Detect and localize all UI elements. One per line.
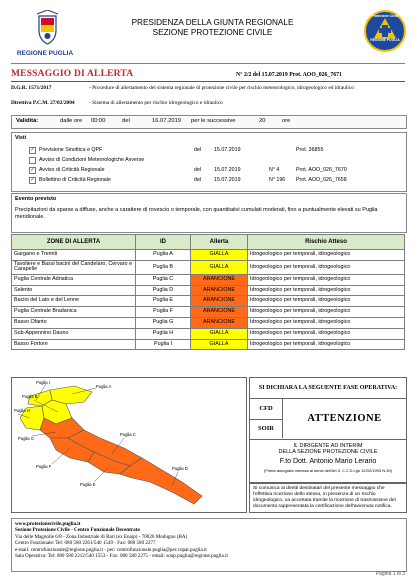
map-label-i: Puglia I	[36, 380, 50, 385]
page-number: Pagina 1 di 3	[375, 571, 405, 577]
reference-dgr	[11, 85, 405, 99]
page-title	[95, 18, 330, 37]
visti-name: Bollettino di Criticità Regionale	[39, 177, 111, 183]
visti-date: 15.07.2019	[214, 147, 241, 153]
zone-risk: Idrogeologico per temporali, idrogeologico	[248, 328, 405, 339]
visti-row	[12, 177, 406, 185]
validity-hour: 00:00	[91, 118, 106, 124]
zone-name: Puglia Centrale Bradanica	[12, 307, 136, 318]
zone-id: Puglia A	[136, 250, 191, 261]
col-header-id: ID	[136, 235, 191, 250]
validity-label: Validità:	[16, 118, 39, 124]
zone-d-shape	[120, 458, 202, 504]
footer-email[interactable]: e-mail: centrofunzionale@regione.puglia.it - pec: centrofunzionale.puglia@pec.rupar.puglia.it	[15, 546, 207, 553]
ref-text: - Procedure di allertamento del sistema regionale di protezione civile per rischio meteorologico, idrogeologico ed idraulico	[89, 85, 354, 91]
visti-date: 15.07.2019	[214, 177, 241, 183]
visti-prot: Prot. AOO_026_7670	[296, 167, 347, 173]
zone-row	[12, 250, 405, 261]
visti-section	[11, 132, 407, 192]
validity-from: dalle ore	[60, 118, 83, 124]
map-label-a: Puglia A	[96, 384, 112, 389]
alert-level-badge: GIALLA	[191, 260, 248, 274]
header-divider	[11, 63, 405, 64]
phase-box	[249, 398, 407, 440]
zones-table	[11, 234, 405, 350]
checkbox	[29, 157, 36, 164]
puglia-map-svg	[12, 378, 246, 512]
zone-name: Bacini del Lato e del Lenne	[12, 296, 136, 307]
message-number: N° 2/2 del 15.07.2019 Prot. AOO_026_7671	[236, 72, 342, 78]
visti-row	[12, 147, 406, 155]
alert-level-badge: ARANCIONE	[191, 285, 248, 296]
col-header-zone: ZONE DI ALLERTA	[12, 235, 136, 250]
footer-website[interactable]: www.protezionecivile.puglia.it	[15, 521, 81, 527]
zone-id: Puglia D	[136, 285, 191, 296]
zone-name: Basso Fortore	[12, 339, 136, 350]
validity-ore: ore	[282, 118, 291, 124]
map-label-f: Puglia F	[36, 464, 52, 469]
validity-del: del	[122, 118, 130, 124]
message-title: MESSAGGIO DI ALLERTA	[11, 69, 134, 79]
zone-name: Puglia Centrale Adriatica	[12, 274, 136, 285]
signature-block	[249, 439, 407, 483]
signature-note: (Firma autografa omessa ai sensi dell'Art.3, C.2 D.Lgs 12/02/1993 N.39)	[264, 468, 392, 473]
zone-risk: Idrogeologico per temporali, idrogeologico	[248, 317, 405, 328]
zone-id: Puglia E	[136, 296, 191, 307]
zones-header-row	[12, 235, 405, 250]
region-label: REGIONE PUGLIA	[16, 50, 74, 57]
evento-text: Precipitazioni da sparse a diffuse, anche a carattere di rovescio o temporale, con quantitativi cumulati moderati, fino a puntualmente elevati su Puglia meridionale.	[15, 207, 378, 220]
phase-cfd-label: CFD	[250, 399, 283, 420]
visti-del: del	[194, 167, 202, 173]
footer-office: Sezione Protezione Civile - Centro Funzionale Decentrato	[15, 527, 140, 534]
zone-id: Puglia I	[136, 339, 191, 350]
footer	[11, 518, 407, 572]
alert-level-badge: ARANCIONE	[191, 274, 248, 285]
alert-level-badge: GIALLA	[191, 339, 248, 350]
visti-num: N° 196	[269, 177, 286, 183]
validity-bar	[11, 115, 407, 129]
zone-name: Basso Ofanto	[12, 317, 136, 328]
visti-date: 15.07.2019	[214, 167, 241, 173]
map-label-h: Puglia H	[14, 408, 30, 413]
ref-text: - Sistema di allertamento per rischio idrogeologico e idraulico	[89, 100, 223, 106]
alert-level-badge: ARANCIONE	[191, 307, 248, 318]
zone-id: Puglia G	[136, 317, 191, 328]
alert-level-badge: GIALLA	[191, 250, 248, 261]
alert-zones-map	[11, 377, 247, 513]
zone-row	[12, 260, 405, 274]
evento-section	[11, 193, 407, 233]
map-label-g: Puglia G	[18, 436, 35, 441]
col-header-risk: Rischio Atteso	[248, 235, 405, 250]
zone-row	[12, 274, 405, 285]
disclaimer-box	[249, 483, 407, 513]
zone-risk: Idrogeologico per temporali, idrogeologico	[248, 339, 405, 350]
zones-body	[12, 250, 405, 350]
map-label-c: Puglia C	[120, 432, 136, 437]
alert-level-badge: GIALLA	[191, 328, 248, 339]
zone-name: Tavoliere e Bassi bacini del Candelaro, Cervaro e Carapelle	[12, 260, 136, 274]
checkbox: ✓	[30, 167, 35, 173]
zone-row	[12, 307, 405, 318]
reference-direttiva	[11, 100, 405, 108]
visti-row	[12, 167, 406, 175]
visti-name: Avviso di Condizioni Meteorologiche Avverse	[39, 157, 145, 163]
visti-title: Visti	[15, 135, 27, 141]
footer-address: Via delle Magnolie 6/8 - Zona Industriale di Bari (ex Enaip) - 70026 Modugno (BA)	[15, 533, 188, 540]
checkbox: ✓	[30, 147, 35, 153]
zone-risk: Idrogeologico per temporali, idrogeologico	[248, 307, 405, 318]
visti-name: Avviso di Criticità Regionale	[39, 167, 105, 173]
map-label-e: Puglia E	[80, 482, 96, 487]
zone-row	[12, 296, 405, 307]
footer-phone-cfd: Centro Funzionale: Tel: 080 580 2261/540 1549 - Fax: 080 580 2277	[15, 540, 156, 547]
zone-name: Sub-Appennino Dauno	[12, 328, 136, 339]
zone-row	[12, 285, 405, 296]
badge-bottom-text: REGIONE PUGLIA	[370, 38, 400, 42]
zone-risk: Idrogeologico per temporali, idrogeologico	[248, 250, 405, 261]
phase-value: ATTENZIONE	[307, 413, 382, 424]
alert-level-badge: ARANCIONE	[191, 296, 248, 307]
visti-prot: Prot. 36855	[296, 147, 324, 153]
map-label-d: Puglia D	[172, 466, 188, 471]
zone-row	[12, 328, 405, 339]
validity-date: 16.07.2019	[152, 118, 182, 124]
visti-del: del	[194, 147, 202, 153]
zone-name: Gargano e Tremiti	[12, 250, 136, 261]
alert-level-badge: ARANCIONE	[191, 317, 248, 328]
title-line-1: PRESIDENZA DELLA GIUNTA REGIONALE	[131, 18, 294, 27]
zone-risk: Idrogeologico per temporali, idrogeologico	[248, 296, 405, 307]
col-header-alert: Allerta	[191, 235, 248, 250]
ref-label: Direttiva P.C.M. 27/02/2004	[11, 100, 75, 106]
zone-risk: Idrogeologico per temporali, idrogeologico	[248, 274, 405, 285]
visti-num: N° 4	[269, 167, 280, 173]
zone-row	[12, 339, 405, 350]
visti-del: del	[194, 177, 202, 183]
map-label-b: Puglia B	[22, 394, 38, 399]
ref-label: D.G.R. 1571/2017	[11, 85, 52, 91]
zone-id: Puglia C	[136, 274, 191, 285]
zone-id: Puglia B	[136, 260, 191, 274]
validity-per: per le successive	[191, 118, 236, 124]
zone-name: Salento	[12, 285, 136, 296]
visti-prot: Prot. AOO_026_7658	[296, 177, 347, 183]
phase-heading: SI DICHIARA LA SEGUENTE FASE OPERATIVA:	[249, 377, 407, 399]
zone-risk: Idrogeologico per temporali, idrogeologico	[248, 260, 405, 274]
title-divider	[11, 81, 405, 82]
regione-puglia-logo	[25, 10, 70, 48]
phase-soir-label: SOIR	[250, 419, 283, 438]
signature-line-1: IL DIRIGENTE AD INTERIM	[293, 443, 363, 449]
title-line-2: SEZIONE PROTEZIONE CIVILE	[152, 27, 273, 37]
visti-row	[12, 157, 406, 165]
zone-row	[12, 317, 405, 328]
signature-name: F.to Dott. Antonio Mario Lerario	[279, 458, 377, 465]
badge-top-text: Protezione Civile	[371, 14, 399, 18]
visti-name: Previsione Sinottica e QPF	[39, 147, 103, 153]
zone-id: Puglia F	[136, 307, 191, 318]
signature-line-2: DELLA SEZIONE PROTEZIONE CIVILE	[278, 449, 378, 455]
evento-title: Evento previsto	[15, 196, 57, 202]
zone-risk: Idrogeologico per temporali, idrogeologico	[248, 285, 405, 296]
disclaimer-text: Si comunica ai diretti destinatari del presente messaggio che l'effettiva ricezione dello stesso, in presenza di un rischio idrogeologico, va accertata tramite la ricezione di trasmissione del documento rappresentata la certificazione dell'avvenuta notifica.	[253, 486, 396, 509]
checkbox: ✓	[30, 177, 35, 183]
validity-hours: 20	[259, 118, 266, 124]
zone-id: Puglia H	[136, 328, 191, 339]
footer-phone-sala: Sala Operativa: Tel: 080 580 2212/540 1553 - Fax: 080 580 2275 - email: soup.puglia@regione.puglia.it	[15, 553, 228, 560]
